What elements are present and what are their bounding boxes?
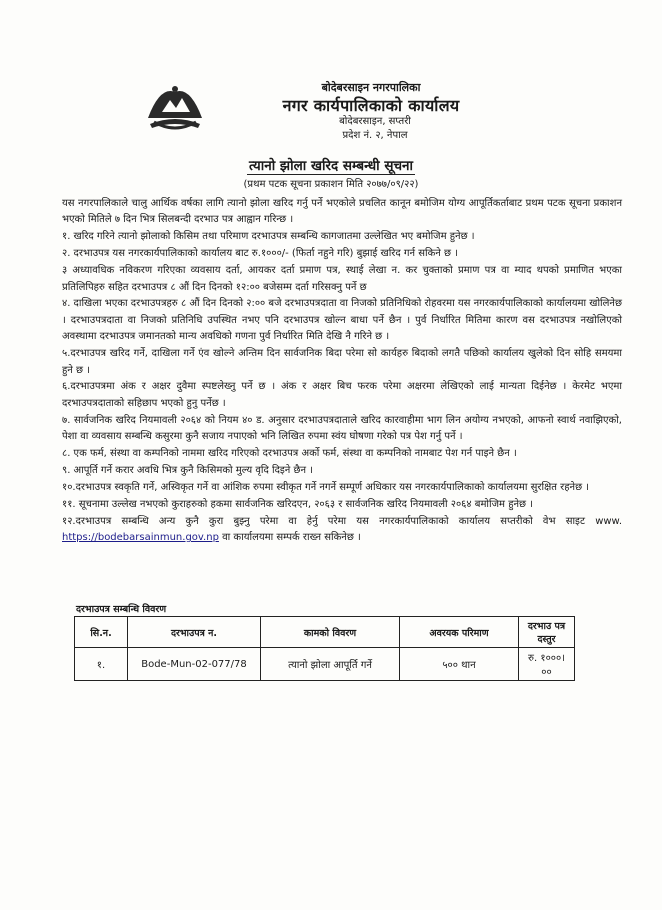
header-serial: सि.न.: [75, 617, 128, 648]
clause-7: ७. सार्वजनिक खरिद नियमावली २०६४ को नियम ४० ड. अनुसार दरभाउपत्रदाताले खरिद कारवाहीमा भाग लिन अयोग्य नभएको, आफनो स्वार्थ नवाझिएको, पेशा वा व्यवसाय सम्बन्धि कसुरमा कुनै सजाय नपाएको भनि लिखित रुपमा स्वंय घोषणा गरेको पत्र पेश गर्नु पर्ने ।: [62, 414, 622, 443]
clause-9: ९. आपूर्ति गर्ने करार अवधि भित्र कुनै किसिमको मुल्य वृदि दिइने छैन ।: [62, 465, 314, 476]
table-caption: दरभाउपत्र सम्बन्धि विवरण: [76, 604, 167, 615]
province-line: प्रदेश नं. २, नेपाल: [342, 130, 408, 141]
clause-5: ५.दरभाउपत्र खरिद गर्ने, दाखिला गर्ने एंव खोल्ने अन्तिम दिन सार्वजनिक बिदा परेमा सो कार्यहरु बिदाको लगतै पछिको कार्यालय खुलेको दिन सोहि समयमा हुने छ ।: [62, 348, 622, 376]
clause-8: ८. एक फर्म, संस्था वा कम्पनिको नाममा खरिद गरिएको दरभाउपत्र अर्को फर्म, संस्था वा कम्पनिको नामबाट पेश गर्न पाइने छैन ।: [62, 448, 517, 460]
cell-serial: १.: [75, 648, 128, 681]
notice-title: त्यानो झोला खरिद सम्बन्धी सूचना: [248, 158, 414, 174]
table-header-row: [75, 617, 575, 648]
municipality-name: बोदेबरसाइन नगरपालिका: [321, 81, 421, 94]
clause-6: ६.दरभाउपत्रमा अंक र अक्षर दुवैमा स्पष्टलेख्नु पर्ने छ । अंक र अक्षर बिच फरक परेमा अक्षरमा लेखिएको लाई मान्यता दिईनेछ । केरमेट भएमा दरभाउपत्रदाताको सहिछाप भएको हुनु पर्नेछ ।: [62, 381, 622, 409]
cell-work-description: त्यानो झोला आपूर्ति गर्ने: [261, 648, 400, 681]
notice-subtitle: (प्रथम पटक सूचना प्रकाशन मिति २०७७/०९/२२): [243, 179, 419, 190]
clause-10: १०.दरभाउपत्र स्वकृति गर्ने, अस्विकृत गर्ने वा आंशिक रुपमा स्वीकृत गर्ने नगर्ने सम्पूर्ण अधिकार यस नगरकार्यपालिकाको कार्यालयमा सुरक्षित रहनेछ ।: [62, 481, 590, 493]
office-name: नगर कार्यपालिकाको कार्यालय: [282, 96, 460, 115]
clause-4: ४. दाखिला भएका दरभाउपत्रहरु ८ औं दिन दिनको २:०० बजे दरभाउपत्रदाता वा निजको प्रतिनिधिको रोहवरमा यस नगरकार्यपालिकाको कार्यालयमा खोलिनेछ । दरभाउपत्रदाता वा निजको प्रतिनिधि उपस्थित नभए पनि दरभाउपत्र खोल्न बाधा पर्ने छैन । पुर्व निर्धारित मितिमा कारण वस दरभाउपत्र नखोलिएको अवस्थामा दरभाउपत्र जमानतको मान्य अवधिको गणना पुर्व निर्धारित मिति देखि नै गरिने छ ।: [62, 298, 622, 343]
header-work-description: कामको विवरण: [261, 617, 400, 648]
header-tender-number: दरभाउपत्र न.: [128, 617, 261, 648]
table-row: [75, 648, 575, 681]
tender-details-table: [74, 616, 575, 681]
clause-1: १. खरिद गरिने त्यानो झोलाको किसिम तथा परिमाण दरभाउपत्र सम्बन्धि कागजातमा उल्लेखित भए बमोजिम हुनेछ ।: [62, 231, 475, 243]
cell-quantity: ५०० थान: [400, 648, 519, 681]
intro-paragraph: यस नगरपालिकाले चालु आर्थिक वर्षका लागि त्यानो झोला खरिद गर्नु पर्ने भएकोले प्रचलित कानून बमोजिम योग्य आपूर्तिकर्ताबाट प्रथम पटक सूचना प्रकाशन भएको मितिले ७ दिन भित्र सिलबन्दी दरभाउ पत्र आह्वान गरिन्छ ।: [62, 198, 622, 226]
clause-2: २. दरभाउपत्र यस नगरकार्यपालिकाको कार्यालय बाट रु.१०००/- (फिर्ता नहुने गरि) बुझाई खरिद गर्न सकिने छ ।: [62, 248, 458, 260]
cell-tender-number: Bode-Mun-02-077/78: [128, 648, 261, 681]
website-link[interactable]: https://bodebarsainmun.gov.np: [62, 532, 219, 544]
header-fee: दरभाउ पत्र दस्तुर: [519, 617, 575, 648]
header-quantity: अवरयक परिमाण: [400, 617, 519, 648]
notice-body: [62, 196, 622, 547]
office-location: बोदेबरसाइन, सप्तरी: [339, 116, 411, 127]
cell-fee: रु. १०००।००: [519, 648, 575, 681]
clause-3: ३ अध्यावधिक नविकरण गरिएका व्यवसाय दर्ता, आयकर दर्ता प्रमाण पत्र, स्थाई लेखा न. कर चुक्ताको प्रमाण पत्र वा म्याद थपको प्रमाणित भएका प्रतिलिपिहरु सहित दरभाउपत्र ८ औं दिन दिनको १२:०० बजेसम्म दर्ता गरिसक्नु पर्ने छ: [62, 265, 622, 293]
clause-11: ११. सूचनामा उल्लेख नभएको कुराहरुको हकमा सार्वजनिक खरिदएन, २०६३ र सार्वजनिक खरिद नियमावली २०६४ बमोजिम हुनेछ ।: [62, 498, 534, 510]
clause-12: १२.दरभाउपत्र सम्बन्धि अन्य कुनै कुरा बुझ्नु परेमा वा हेर्नु परेमा यस नगरकार्यपालिकाको कार्यालय सप्तरीको वेभ साइट www. https://bodebarsainmun.gov.np वा कार्यालयमा सम्पर्क राख्न सकिनेछ ।: [62, 515, 622, 544]
